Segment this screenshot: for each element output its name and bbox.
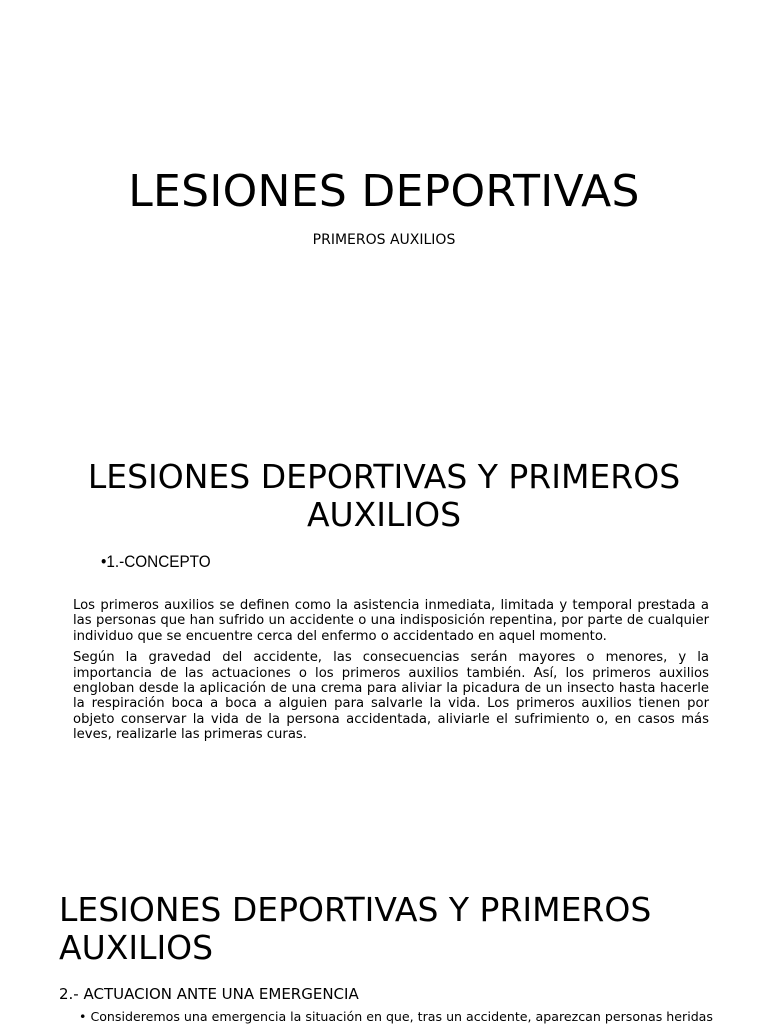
section-heading: 2.- ACTUACION ANTE UNA EMERGENCIA <box>59 985 359 1003</box>
presentation-title: LESIONES DEPORTIVAS <box>128 166 640 217</box>
slide-heading: LESIONES DEPORTIVAS Y PRIMEROS AUXILIOS <box>87 457 681 534</box>
section-heading: 1.-CONCEPTO <box>106 552 211 571</box>
section-bullet <box>101 551 211 573</box>
slide-actuacion <box>0 860 768 1024</box>
list-item <box>79 1009 719 1024</box>
presentation-subtitle: PRIMEROS AUXILIOS <box>312 232 456 248</box>
paragraph: Según la gravedad del accidente, las consecuencias serán mayores o menores, y la importancia de las actuaciones o los primeros auxilios también. Así, los primeros auxilios engloban desde la aplicación de una crema para aliviar la picadura de un insecto hasta hacerle la respiración boca a boca a alguien para salvarle la vida. Los primeros auxilios tienen por objeto conservar la vida de la persona accidentada, aliviarle el sufrimiento o, en casos más leves, realizarle las primeras curas. <box>73 650 709 743</box>
bullet-marker: • <box>101 552 107 571</box>
slide-heading: LESIONES DEPORTIVAS Y PRIMEROS AUXILIOS <box>59 890 652 967</box>
body-text <box>73 598 709 749</box>
paragraph: Los primeros auxilios se definen como la asistencia inmediata, limitada y temporal prestada a las personas que han sufrido un accidente o una indisposición repentina, por parte de cualquier individuo que se encuentre cerca del enfermo o accidentado en aquel momento. <box>73 598 709 644</box>
bullet-marker: • <box>79 1009 87 1024</box>
list-item-text: Consideremos una emergencia la situación en que, tras un accidente, aparezcan personas heridas <box>90 1009 713 1024</box>
slide-concepto <box>0 430 768 790</box>
slide-title <box>0 0 768 330</box>
